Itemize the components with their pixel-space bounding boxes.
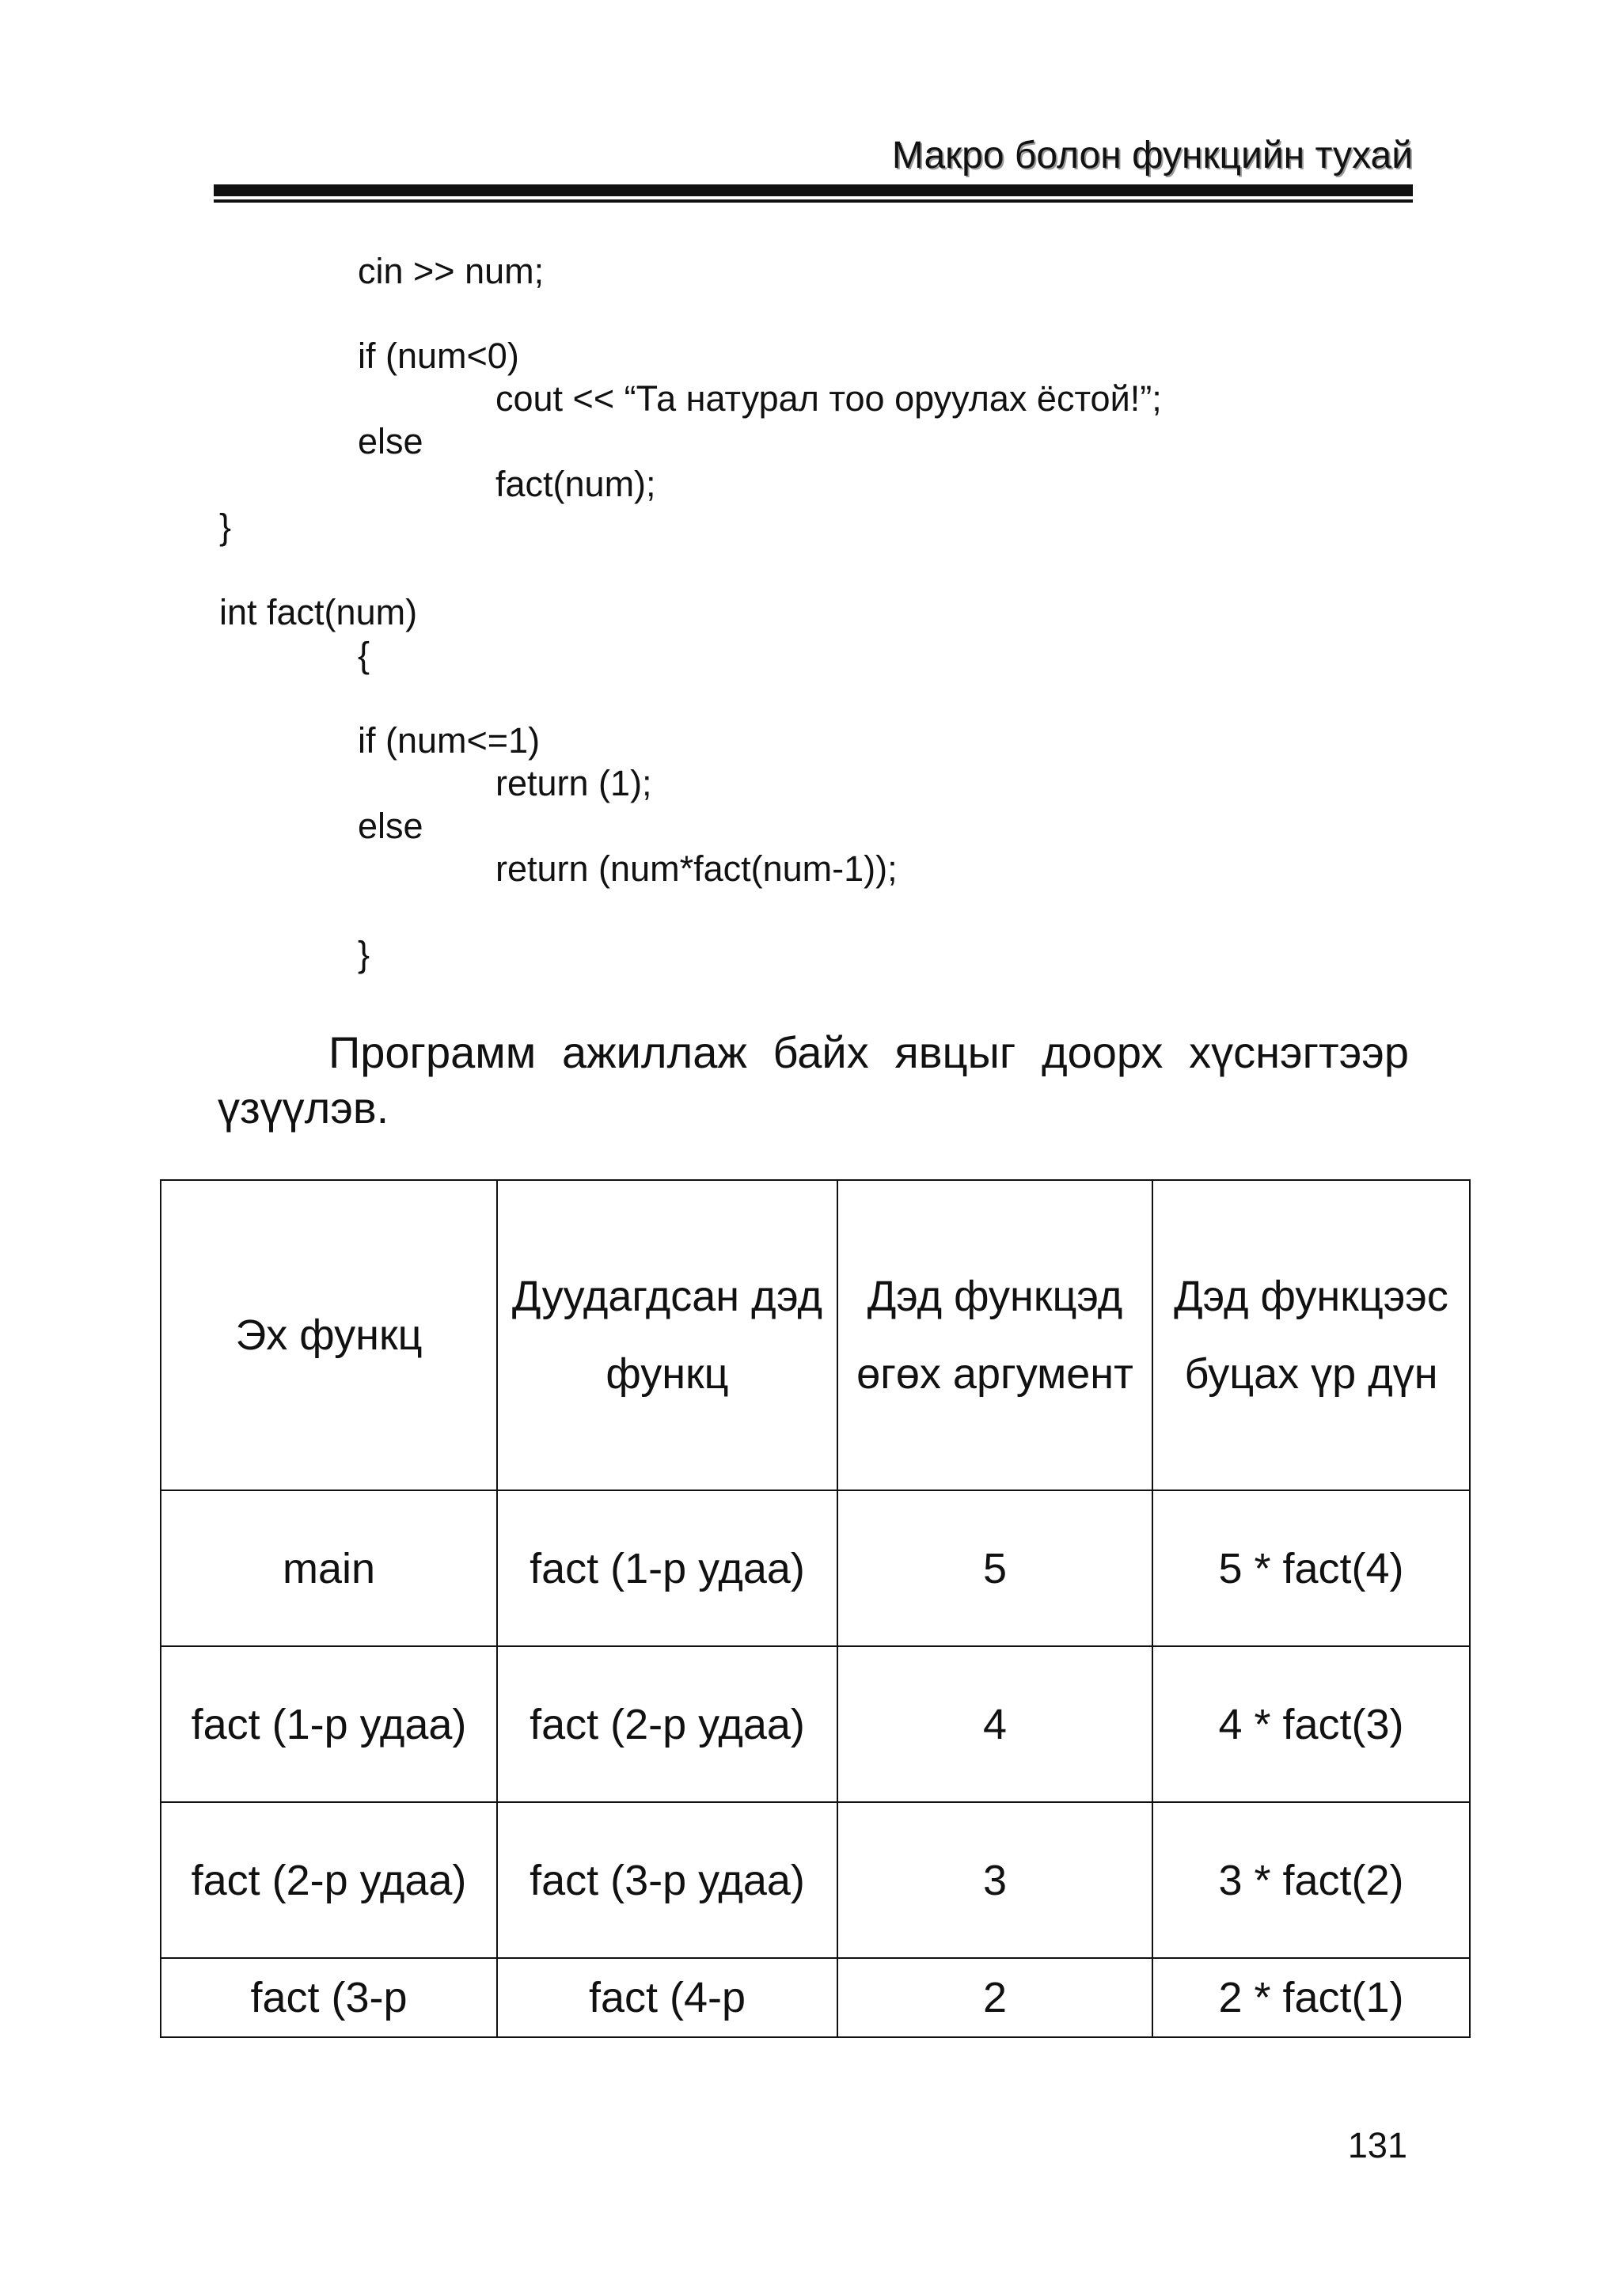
table-header-cell: Эх функц xyxy=(161,1180,497,1490)
code-line: cin >> num; xyxy=(358,251,545,291)
table-cell: fact (2-р удаа) xyxy=(161,1802,497,1958)
table-row xyxy=(161,1802,1470,1958)
table-cell: 3 xyxy=(837,1802,1152,1958)
table-cell: 2 * fact(1) xyxy=(1152,1958,1470,2037)
body-paragraph: Программ ажиллаж байх явцыг доорх хүснэгтээр үзүүлэв. xyxy=(218,1027,1409,1133)
table-row xyxy=(161,1646,1470,1802)
table-cell: 3 * fact(2) xyxy=(1152,1802,1470,1958)
code-line: { xyxy=(358,635,370,675)
running-header-title: Макро болон функцийн тухай xyxy=(891,135,1413,176)
table-header-cell: Дуудагдсан дэд функц xyxy=(497,1180,837,1490)
code-line: return (num*fact(num-1)); xyxy=(495,848,898,889)
table-header-cell: Дэд функцэд өгөх аргумент xyxy=(837,1180,1152,1490)
table-cell: 5 * fact(4) xyxy=(1152,1490,1470,1646)
call-trace-table xyxy=(160,1179,1471,2038)
table-cell: fact (3-р xyxy=(161,1958,497,2037)
table-cell: 4 * fact(3) xyxy=(1152,1646,1470,1802)
table-cell: fact (2-р удаа) xyxy=(497,1646,837,1802)
table-cell: fact (4-р xyxy=(497,1958,837,2037)
table-header-cell: Дэд функцээс буцах үр дүн xyxy=(1152,1180,1470,1490)
code-line: cout << “Та натурал тоо оруулах ёстой!”; xyxy=(495,378,1162,419)
table-cell: 4 xyxy=(837,1646,1152,1802)
code-line: } xyxy=(219,507,232,547)
header-rule xyxy=(214,184,1413,196)
table-cell: 5 xyxy=(837,1490,1152,1646)
call-trace-table-wrapper xyxy=(160,1179,1471,2038)
code-line: if (num<=1) xyxy=(358,720,541,761)
code-line: else xyxy=(358,421,423,461)
table-row xyxy=(161,1490,1470,1646)
table-cell: main xyxy=(161,1490,497,1646)
code-line: else xyxy=(358,806,423,846)
code-line: return (1); xyxy=(495,763,652,803)
code-line: int fact(num) xyxy=(219,592,418,632)
code-line: fact(num); xyxy=(495,464,656,504)
table-header-row xyxy=(161,1180,1470,1490)
table-cell: 2 xyxy=(837,1958,1152,2037)
table-row xyxy=(161,1958,1470,2037)
code-line: } xyxy=(358,934,370,974)
code-line: if (num<0) xyxy=(358,336,519,376)
table-cell: fact (1-р удаа) xyxy=(497,1490,837,1646)
header-rule-thin xyxy=(214,199,1413,203)
table-cell: fact (1-р удаа) xyxy=(161,1646,497,1802)
table-cell: fact (3-р удаа) xyxy=(497,1802,837,1958)
page-number: 131 xyxy=(1347,2125,1407,2165)
